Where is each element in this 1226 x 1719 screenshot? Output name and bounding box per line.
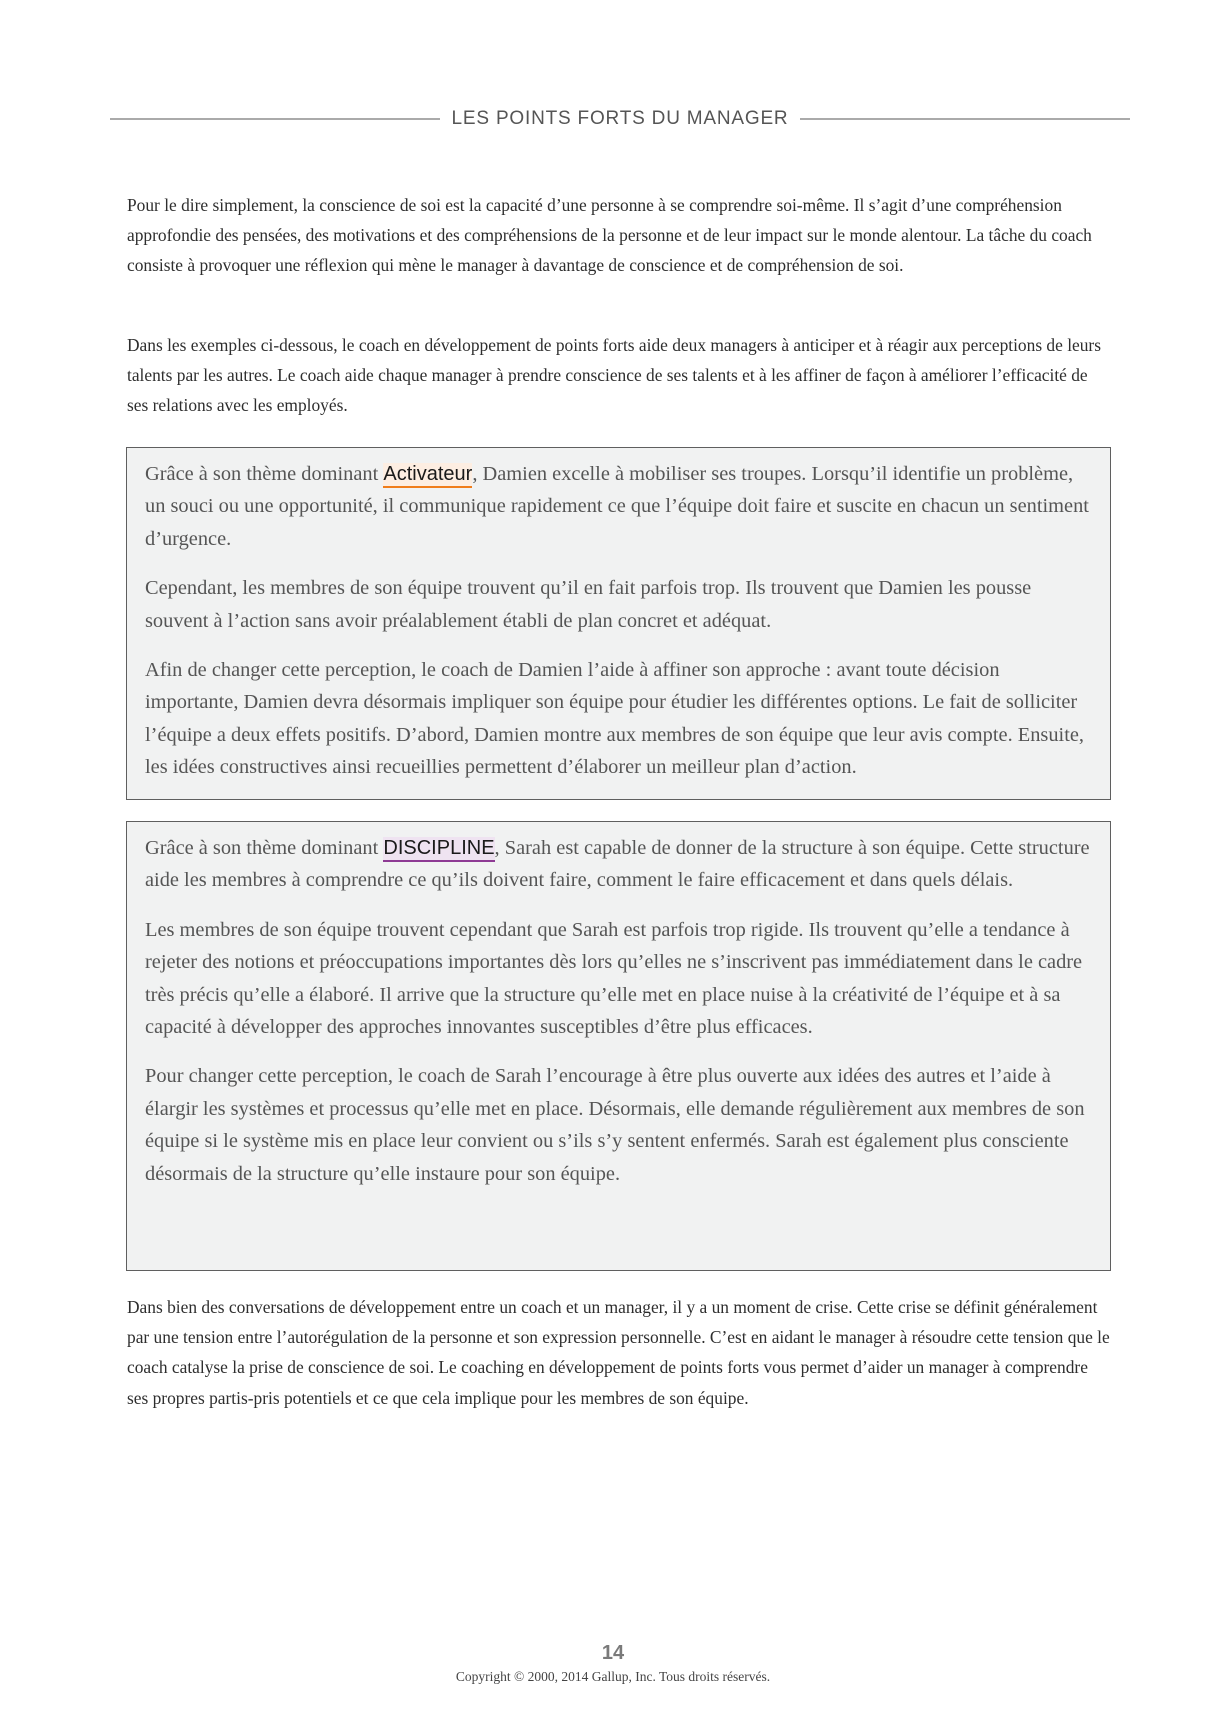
example-box-activateur	[126, 447, 1111, 800]
lead-text-before: Grâce à son thème dominant	[145, 837, 384, 859]
header-rule-left	[110, 118, 440, 120]
example-paragraph: Cependant, les membres de son équipe trouvent qu’il en fait parfois trop. Ils trouvent que Damien les pousse souvent à l’action sans avoir préalablement établi de plan concret et adéquat.	[145, 577, 1032, 632]
section-title: LES POINTS FORTS DU MANAGER	[451, 108, 789, 129]
conclusion-paragraph: Dans bien des conversations de développement entre un coach et un manager, il y a un moment de crise. Cette crise se définit généralement par une tension entre l’autorégulation de la personne et son expression personnelle. C’est en aidant le manager à résoudre cette tension que le coach catalyse la prise de conscience de soi. Le coaching en développement de points forts vous permet d’aider un manager à comprendre ses propres partis-pris potentiels et ce que cela implique pour les membres de son équipe.	[127, 1297, 1110, 1408]
example-paragraph: Les membres de son équipe trouvent cependant que Sarah est parfois trop rigide. Ils trouvent qu’elle a tendance à rejeter des notions et préoccupations importantes dès lors qu’elles ne s’inscrivent pas immédiatement dans le cadre très précis qu’elle a élaboré. Il arrive que la structure qu’elle met en place nuise à la créativité de l’équipe et à sa capacité à développer des approches innovantes susceptibles d’être plus efficaces.	[145, 918, 1083, 1039]
copyright-notice: Copyright © 2000, 2014 Gallup, Inc. Tous droits réservés.	[455, 1669, 771, 1684]
header-rule-right	[800, 118, 1130, 120]
example-box-discipline	[126, 821, 1111, 1271]
lead-text-before: Grâce à son thème dominant	[145, 463, 384, 485]
page-number: 14	[601, 1642, 625, 1664]
theme-link-discipline[interactable]: DISCIPLINE	[383, 837, 494, 862]
intro-paragraph-1: Pour le dire simplement, la conscience de soi est la capacité d’une personne à se comprendre soi-même. Il s’agit d’une compréhension approfondie des pensées, des motivations et des compréhensions de la personne et de leur impact sur le monde alentour. La tâche du coach consiste à provoquer une réflexion qui mène le manager à davantage de conscience et de compréhension de soi.	[127, 195, 1092, 276]
theme-link-activateur[interactable]: Activateur	[383, 463, 472, 488]
example-lead-paragraph	[145, 458, 1094, 555]
lead-text-after: , Damien excelle à mobiliser ses troupes. Lorsqu’il identifie un problème, un souci ou une opportunité, il communique rapidement ce que l’équipe doit faire et suscite en chacun un sentiment d’urgence.	[145, 463, 1089, 550]
section-header	[110, 105, 1130, 133]
lead-text-after: , Sarah est capable de donner de la structure à son équipe. Cette structure aide les membres à comprendre ce qu’ils doivent faire, comment le faire efficacement et dans quels délais.	[145, 837, 1090, 892]
example-paragraph: Pour changer cette perception, le coach de Sarah l’encourage à être plus ouverte aux idées des autres et l’aide à élargir les systèmes et processus qu’elle met en place. Désormais, elle demande régulièrement aux membres de son équipe si le système mis en place leur convient ou s’ils s’y sentent enfermés. Sarah est également plus consciente désormais de la structure qu’elle instaure pour son équipe.	[145, 1065, 1085, 1185]
example-lead-paragraph	[145, 832, 1094, 897]
example-paragraph: Afin de changer cette perception, le coach de Damien l’aide à affiner son approche : avant toute décision importante, Damien devra désormais impliquer son équipe pour étudier les différentes options. Le fait de solliciter l’équipe a deux effets positifs. D’abord, Damien montre aux membres de son équipe que leur avis compte. Ensuite, les idées constructives ainsi recueillies permettent d’élaborer un meilleur plan d’action.	[145, 659, 1085, 779]
intro-paragraph-2: Dans les exemples ci-dessous, le coach en développement de points forts aide deux managers à anticiper et à réagir aux perceptions de leurs talents par les autres. Le coach aide chaque manager à prendre conscience de ses talents et à les affiner de façon à améliorer l’efficacité de ses relations avec les employés.	[127, 335, 1101, 416]
